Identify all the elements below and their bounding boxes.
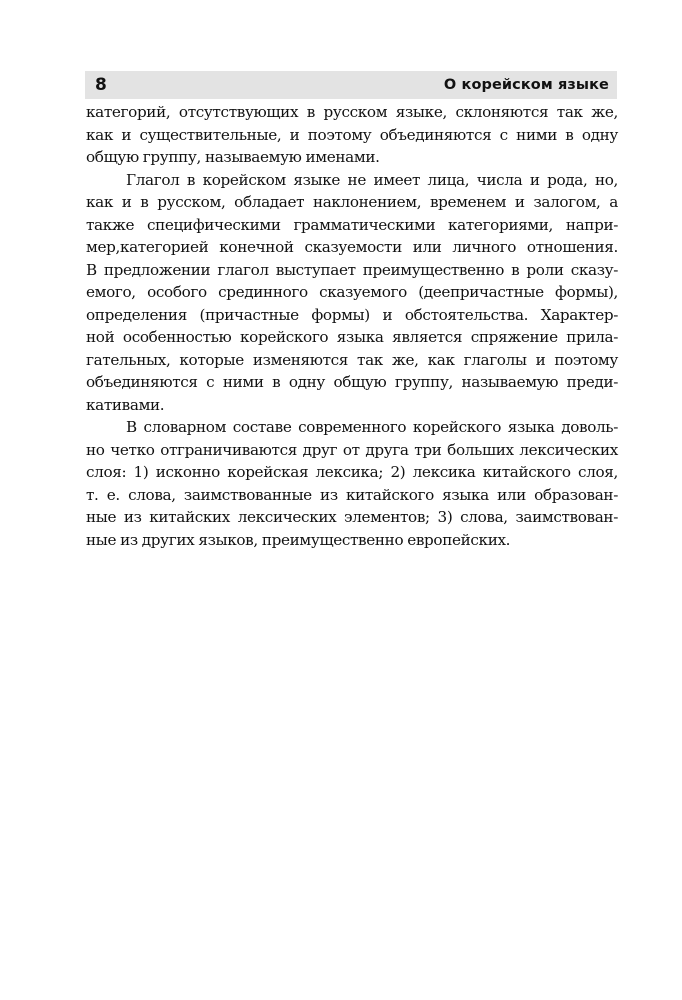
text-line: также специфическими грамматическими категориями, напри- — [86, 215, 618, 234]
text-line: ные из других языков, преимущественно европейских. — [86, 530, 511, 549]
page-header — [85, 71, 617, 99]
text-line: но четко отграничиваются друг от друга три больших лексических — [86, 440, 618, 459]
text-line: емого, особого срединного сказуемого (деепричастные формы), — [86, 283, 618, 301]
page-number: 8 — [95, 75, 107, 95]
text-line: Глагол в корейском языке не имеет лица, числа и рода, но, — [126, 170, 618, 189]
text-line: кативами. — [86, 395, 165, 414]
text-line: мер,категорией конечной сказуемости или личного отношения. — [86, 238, 618, 256]
text-line: как и в русском, обладает наклонением, временем и залогом, а — [86, 193, 618, 211]
text-line: В предложении глагол выступает преимущественно в роли сказу- — [86, 260, 618, 279]
paragraph-1 — [86, 101, 618, 169]
text-line: слоя: 1) исконно корейская лексика; 2) лексика китайского слоя, — [86, 463, 618, 481]
running-title: О корейском языке — [443, 77, 609, 93]
text-line: ные из китайских лексических элементов; 3) слова, заимствован- — [86, 508, 618, 526]
text-line: гательных, которые изменяются так же, как глаголы и поэтому — [86, 350, 618, 369]
paragraph-3 — [86, 416, 618, 551]
text-line: определения (причастные формы) и обстоятельства. Характер- — [86, 305, 618, 324]
text-line: В словарном составе современного корейского языка доволь- — [126, 418, 618, 436]
text-line: категорий, отсутствующих в русском языке, склоняются так же, — [86, 103, 618, 121]
text-line: общую группу, называемую именами. — [86, 148, 380, 166]
text-line: т. е. слова, заимствованные из китайского языка или образован- — [86, 485, 618, 504]
body-text — [86, 101, 618, 551]
text-line: как и существительные, и поэтому объединяются с ними в одну — [86, 125, 618, 144]
text-line: ной особенностью корейского языка является спряжение прила- — [86, 328, 618, 346]
text-line: объединяются с ними в одну общую группу, называемую преди- — [86, 373, 618, 391]
paragraph-2 — [86, 169, 618, 417]
